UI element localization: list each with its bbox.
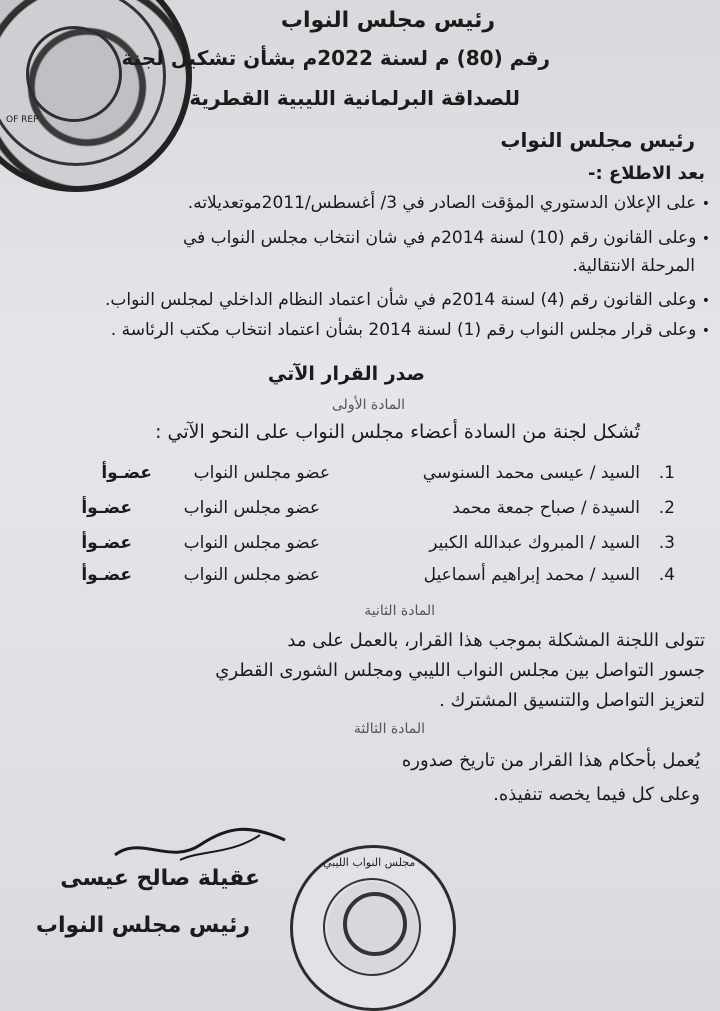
whereas-text: على الإعلان الدستوري المؤقت الصادر في 3/ أغسطس/2011موتعديلاته. (187, 193, 697, 213)
member-number: 1. (658, 463, 675, 483)
bullet-icon: • (701, 323, 710, 339)
bullet-icon: • (701, 293, 710, 309)
member-position: عضـوأ (81, 533, 132, 553)
signatory-name: عقيلة صالح عيسى (60, 866, 260, 891)
parliament-seal (0, 0, 192, 192)
preamble-label: بعد الاطلاع :- (587, 163, 705, 184)
member-role: عضو مجلس النواب (183, 533, 320, 553)
whereas-text: وعلى قرار مجلس النواب رقم (1) لسنة 2014 بشأن اعتماد انتخاب مكتب الرئاسة . (110, 320, 697, 340)
article-2-line-1: تتولى اللجنة المشكلة بموجب هذا القرار، بالعمل على مد (287, 630, 705, 651)
member-name: السيد / المبروك عبدالله الكبير (429, 533, 640, 553)
header-title: رئيس مجلس النواب (280, 8, 495, 33)
stamp-emblem (343, 892, 407, 956)
article-1-title: المادة الأولى (331, 397, 405, 413)
seal-text: OF REP (6, 115, 39, 125)
article-2-line-2: جسور التواصل بين مجلس النواب الليبي ومجلس الشورى القطري (215, 660, 705, 681)
member-name: السيد / عيسى محمد السنوسي (422, 463, 640, 483)
article-3-title: المادة الثالثة (353, 721, 425, 737)
signatory-title: رئيس مجلس النواب (35, 913, 250, 938)
decision-heading: صدر القرار الآتي (267, 363, 425, 385)
whereas-item-2 (183, 230, 710, 247)
decree-subject: للصداقة البرلمانية الليبية القطرية (189, 86, 520, 110)
article-3-line-1: يُعمل بأحكام هذا القرار من تاريخ صدوره (401, 750, 700, 771)
member-name: السيد / محمد إبراهيم أسماعيل (423, 565, 640, 585)
member-name: السيدة / صباح جمعة محمد (452, 498, 640, 518)
whereas-item-3 (105, 292, 710, 309)
official-stamp (290, 845, 456, 1011)
whereas-text: وعلى القانون رقم (10) لسنة 2014م في شان انتخاب مجلس النواب في (182, 228, 697, 248)
member-role: عضو مجلس النواب (193, 463, 330, 483)
member-position: عضـوأ (81, 498, 132, 518)
bullet-icon: • (701, 196, 710, 212)
article-3-line-2: وعلى كل فيما يخصه تنفيذه. (493, 784, 700, 805)
member-number: 2. (658, 498, 675, 518)
article-2-line-3: لتعزيز التواصل والتنسيق المشترك . (439, 690, 705, 711)
stamp-text: مجلس النواب الليبي (323, 856, 416, 869)
member-position: عضـوأ (101, 463, 152, 483)
whereas-item-1 (188, 195, 710, 212)
whereas-item-2-cont: المرحلة الانتقالية. (572, 256, 695, 276)
bullet-icon: • (701, 231, 710, 247)
whereas-text: وعلى القانون رقم (4) لسنة 2014م في شأن اعتماد النظام الداخلي لمجلس النواب. (104, 290, 697, 310)
article-1-text: تُشكل لجنة من السادة أعضاء مجلس النواب على النحو الآتي : (155, 421, 640, 443)
whereas-item-4 (111, 322, 710, 339)
decree-number-line: رقم (80) م لسنة 2022م بشأن تشكيل لجنة (121, 46, 550, 70)
member-number: 3. (658, 533, 675, 553)
seal-emblem (26, 26, 122, 122)
member-number: 4. (658, 565, 675, 585)
member-position: عضـوأ (81, 565, 132, 585)
issuer-title: رئيس مجلس النواب (500, 128, 695, 152)
article-2-title: المادة الثانية (364, 603, 435, 619)
member-role: عضو مجلس النواب (183, 565, 320, 585)
member-role: عضو مجلس النواب (183, 498, 320, 518)
